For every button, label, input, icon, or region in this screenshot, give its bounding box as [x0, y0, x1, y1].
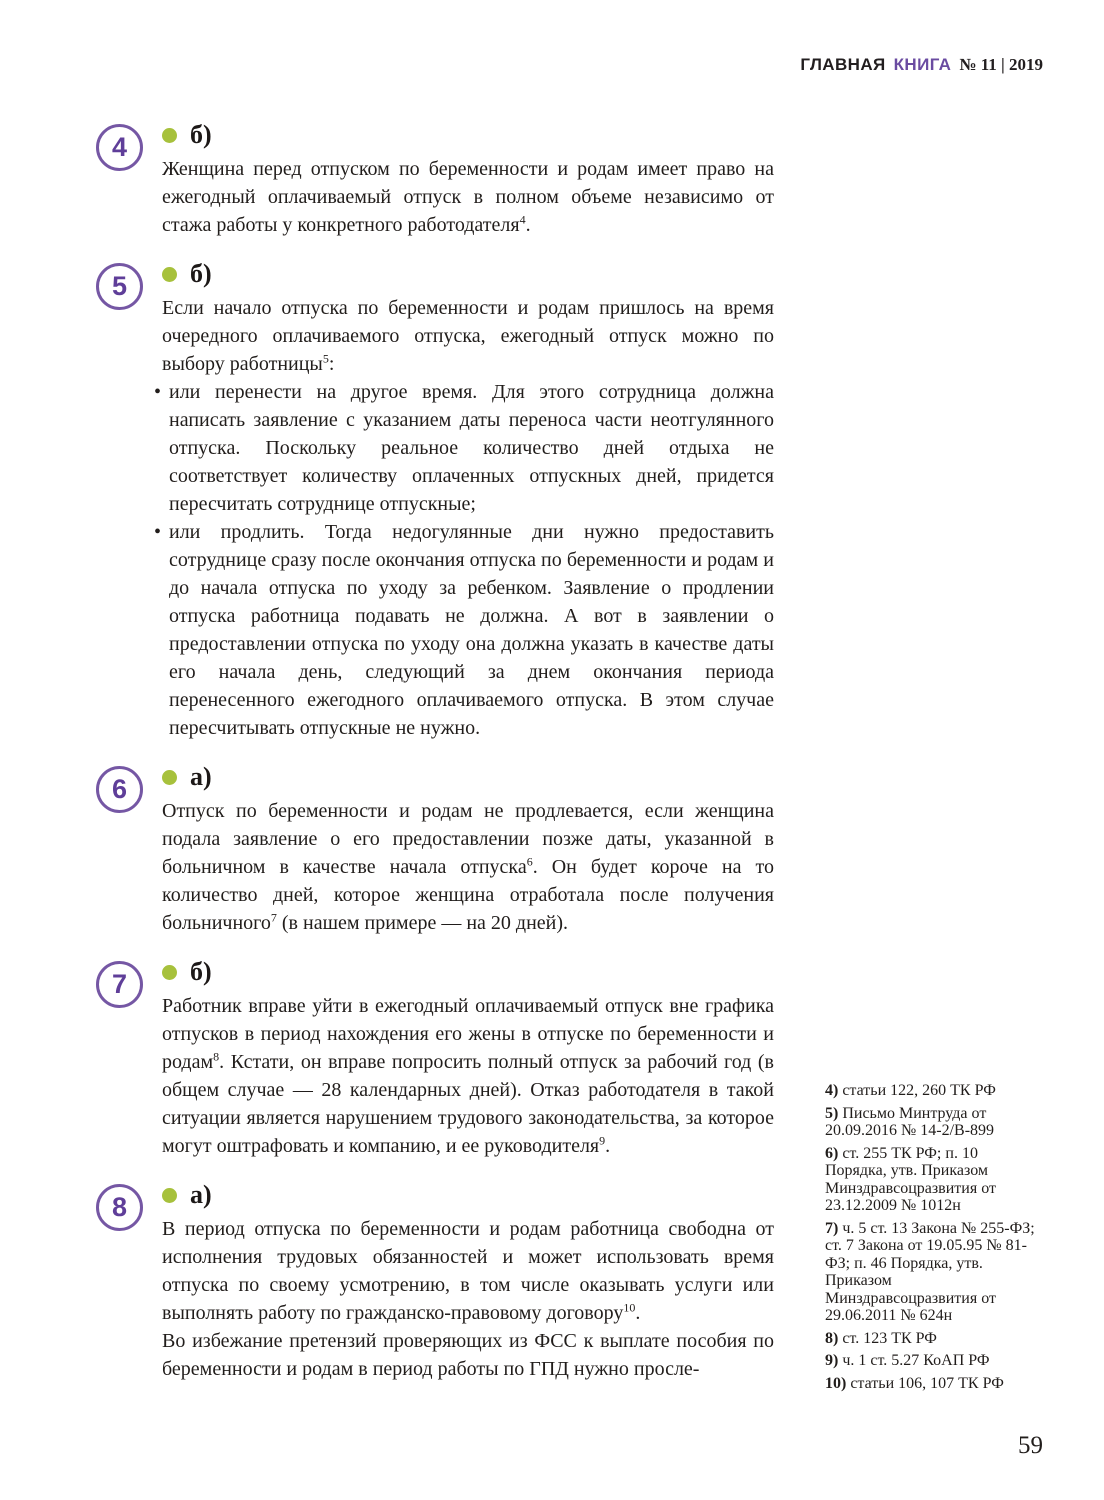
section-4: [111, 120, 774, 239]
footnote-text: ч. 5 ст. 13 Закона № 255-ФЗ; ст. 7 Закона от 19.05.95 № 81-ФЗ; п. 46 Порядка, утв. Приказом Минздравсоцразвития от 29.06.2011 № 624н: [825, 1219, 1035, 1324]
paragraph-text: :: [328, 353, 335, 375]
section-letter: б): [190, 259, 212, 288]
paragraph-text: .: [605, 1135, 611, 1157]
paragraph-text: Если начало отпуска по беременности и родам пришлось на время очередного оплачиваемого отпуска, ежегодный отпуск можно по выбору работницы: [162, 297, 774, 375]
section-7: [111, 957, 774, 1160]
footnote-ref: 8: [213, 1049, 220, 1064]
brand-name-purple: КНИГА: [893, 55, 952, 74]
footnote-number: 9): [825, 1352, 839, 1369]
footnote-text: ч. 1 ст. 5.27 КоАП РФ: [842, 1352, 990, 1369]
footnote-ref: 4: [519, 212, 526, 227]
paragraph-text: Отпуск по беременности и родам не продлевается, если женщина подала заявление о его предоставлении позже даты, указанной в больничном в качестве начала отпуска: [162, 800, 774, 878]
footnote-number: 8): [825, 1329, 839, 1347]
green-bullet-icon: [162, 965, 177, 980]
section-letter-heading: [162, 1180, 774, 1210]
footnote-number: 6): [825, 1144, 839, 1162]
footnote-number: 5): [825, 1104, 839, 1122]
footnote-ref: 7: [270, 910, 277, 925]
footnote: [825, 1082, 1041, 1100]
footnote-text: ст. 123 ТК РФ: [842, 1329, 937, 1347]
footnote-text: ст. 255 ТК РФ; п. 10 Порядка, утв. Приказом Минздравсоцразвития от 23.12.2009 № 1012н: [825, 1144, 996, 1214]
footnote-text: статьи 106, 107 ТК РФ: [850, 1374, 1004, 1392]
green-bullet-icon: [162, 1188, 177, 1203]
section-number-badge: 6: [96, 766, 143, 813]
footnote: [825, 1220, 1041, 1325]
footnotes-column: [825, 1082, 1041, 1397]
footnote-ref: 10: [623, 1300, 636, 1315]
footnote: [825, 1330, 1041, 1348]
options-list: [162, 378, 774, 742]
section-paragraph: [162, 294, 774, 378]
green-bullet-icon: [162, 770, 177, 785]
section-letter-heading: [162, 120, 774, 150]
section-paragraph: [162, 797, 774, 937]
footnote-ref: 5: [322, 351, 329, 366]
section-letter: б): [190, 120, 212, 149]
section-paragraph: [162, 155, 774, 239]
footnote-ref: 6: [526, 854, 533, 869]
issue-number: № 11 | 2019: [959, 55, 1043, 74]
green-bullet-icon: [162, 267, 177, 282]
green-bullet-icon: [162, 128, 177, 143]
footnote-ref: 9: [599, 1133, 606, 1148]
paragraph-text: .: [635, 1302, 641, 1324]
footnote-number: 10): [825, 1374, 847, 1392]
footnote-text: Письмо Минтруда от 20.09.2016 № 14-2/В-899: [825, 1104, 995, 1139]
page-number: 59: [1018, 1432, 1043, 1459]
section-paragraph: [162, 992, 774, 1160]
footnote: [825, 1105, 1041, 1140]
brand-name-black: ГЛАВНАЯ: [800, 55, 886, 74]
paragraph-text: Женщина перед отпуском по беременности и родам имеет право на ежегодный оплачиваемый отпуск в полном объеме независимо от стажа работы у конкретного работодателя: [162, 158, 774, 236]
section-letter-heading: [162, 762, 774, 792]
section-5: [111, 259, 774, 742]
list-item: • или продлить. Тогда недогулянные дни нужно предоставить сотруднице сразу после окончания отпуска по беременности и родам и до начала отпуска по уходу за ребенком. Заявление о продлении отпуска работница подавать не должна. А вот в заявлении о предоставлении отпуска по уходу она должна указать в качестве даты его начала день, следующий за днем окончания периода перенесенного ежегодного оплачиваемого отпуска. В этом случае пересчитывать отпускные не нужно.: [169, 518, 774, 742]
paragraph-text: .: [525, 214, 531, 236]
section-8: [111, 1180, 774, 1383]
paragraph-text: Работник вправе уйти в ежегодный оплачиваемый отпуск вне графика отпусков в период нахождения его жены в отпуске по беременности и родам: [162, 995, 774, 1073]
section-6: [111, 762, 774, 937]
section-number-badge: 5: [96, 263, 143, 310]
section-paragraph: [162, 1327, 774, 1383]
paragraph-text: (в нашем примере — на 20 дней).: [276, 912, 569, 934]
footnote-number: 4): [825, 1082, 839, 1099]
section-number-badge: 8: [96, 1184, 143, 1231]
paragraph-text: Во избежание претензий проверяющих из ФСС к выплате пособия по беременности и родам в период работы по ГПД нужно просле-: [162, 1330, 774, 1380]
footnote: [825, 1352, 1041, 1370]
paragraph-text: . Он будет короче на то количество дней, которое женщина отработала после получения больничного: [162, 856, 774, 934]
section-number-badge: 7: [96, 961, 143, 1008]
section-letter: б): [190, 957, 212, 986]
footnote: [825, 1145, 1041, 1215]
section-number-badge: 4: [96, 124, 143, 171]
section-letter: а): [190, 762, 212, 791]
list-item: • или перенести на другое время. Для этого сотрудница должна написать заявление с указанием даты переноса части неотгулянного отпуска. Поскольку реальное количество дней отдыха не соответствует количеству оплаченных отпускных дней, придется пересчитать сотруднице отпускные;: [169, 378, 774, 518]
footnote-number: 7): [825, 1219, 839, 1237]
page-header: [800, 55, 1043, 75]
article-column: [111, 120, 774, 1403]
section-paragraph: [162, 1215, 774, 1327]
paragraph-text: В период отпуска по беременности и родам работница свободна от исполнения трудовых обязанностей и может использовать время отпуска по своему усмотрению, в том числе оказывать услуги или выполнять работу по гражданско-правовому договору: [162, 1218, 774, 1324]
section-letter-heading: [162, 957, 774, 987]
footnote: [825, 1375, 1041, 1393]
section-letter: а): [190, 1180, 212, 1209]
section-letter-heading: [162, 259, 774, 289]
paragraph-text: . Кстати, он вправе попросить полный отпуск за рабочий год (в общем случае — 28 календарных дней). Отказ работодателя в такой ситуации является нарушением трудового законодательства, за которое могут оштрафовать и компанию, и ее руководителя: [162, 1051, 774, 1157]
footnote-text: статьи 122, 260 ТК РФ: [842, 1082, 996, 1099]
